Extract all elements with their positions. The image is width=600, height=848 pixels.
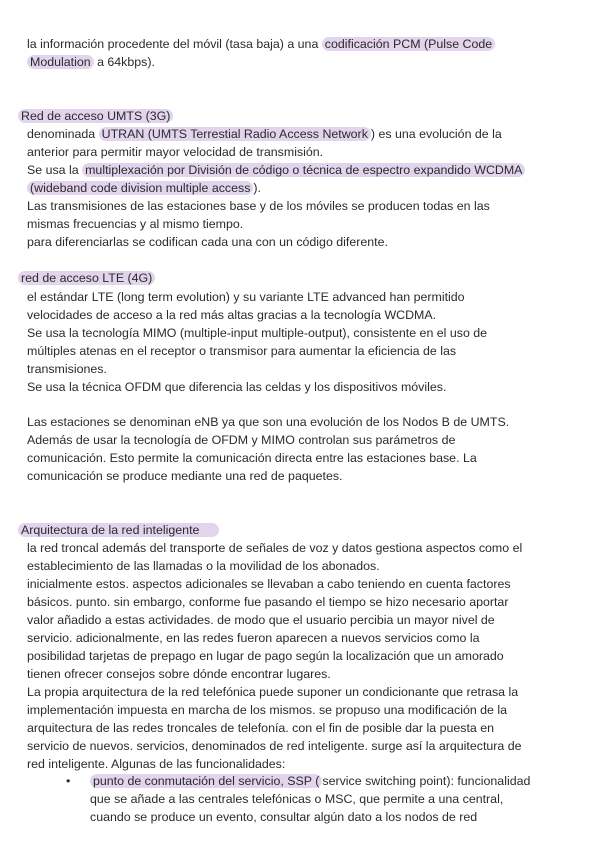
ri-heading-text: Arquitectura de la red inteligente xyxy=(18,523,219,537)
ri-bullet-text xyxy=(90,772,595,826)
lte-body: el estándar LTE (long term evolution) y su variante LTE advanced han permitido velocidades de acceso a la red más altas gracias a la tecnología WCDMA. Se usa la tecnología MIMO (multiple-input multiple-output), consistente en el uso de múltiples atenas en el receptor o transmisor para aumentar la eficiencia de las transmisiones. Se usa la técnica OFDM que diferencia las celdas y los dispositivos móviles. xyxy=(27,290,488,394)
intro-text: la información procedente del móvil (tasa baja) a una xyxy=(27,37,322,51)
umts-body xyxy=(27,125,587,251)
highlight-ssp: punto de conmutación del servicio, SSP ( xyxy=(90,774,322,788)
highlight-pcm: codificación PCM (Pulse Code Modulation xyxy=(27,37,495,69)
ri-bullet-rest: service switching point): funcionalidad que se añade a las centrales telefónicas o MSC, que permite a una central, cuando se produce un evento, consultar algún dato a los nodos de red xyxy=(90,774,531,824)
bullet-icon: • xyxy=(66,774,71,788)
umts-heading xyxy=(18,107,578,125)
lte-heading-text: red de acceso LTE (4G) xyxy=(18,271,155,285)
umts-text-4: ). Las transmisiones de las estaciones base y de los móviles se producen todas en las mismas frecuencias y al mismo tiempo. para diferenciarlas se codifican cada una con un código diferente. xyxy=(27,181,490,249)
highlight-wcdma: multiplexación por División de código o técnica de espectro expandido WCDMA (wideband code division multiple access xyxy=(27,163,525,195)
ri-heading xyxy=(18,521,578,539)
lte-heading xyxy=(18,269,578,287)
umts-text-1: denominada xyxy=(27,127,99,141)
lte-body-2: Las estaciones se denominan eNB ya que son una evolución de los Nodos B de UMTS. Además de usar la tecnología de OFDM y MIMO controlan sus parámetros de comunicación. Esto permite la comunicación directa entre las estaciones base. La comunicación se produce mediante una red de paquetes. xyxy=(27,415,510,483)
ri-body: la red troncal además del transporte de señales de voz y datos gestiona aspectos como el establecimiento de las llamadas o la movilidad de los abonados. inicialmente estos. aspectos adicionales se llevaban a cabo teniendo en cuenta factores básicos. punto. sin embargo, conforme fue pasando el tiempo se hizo necesario aportar valor añadido a estas actividades. de modo que el usuario percibia un mayor nivel de servicio. adicionalmente, en las redes fueron aparecen a nuevos servicios como la posibilidad tarjetas de prepago en lugar de pago según la localización que un amorado tienen ofrecer consejos sobre dónde encontrar lugares. La propia arquitectura de la red telefónica puede suponer un condicionante que retrasa la implementación impuesta en marcha de los mismos. se propuso una modificación de la arquitectura de las redes troncales de telefonía. con el fin de posible dar la puesta en servicio de nuevos. servicios, denominados de red inteligente. surge así la arquitectura de red inteligente. Algunas de las funcionalidades: xyxy=(27,541,523,771)
umts-text-2: ) es una evolución de la anterior para permitir mayor velocidad de transmisión. xyxy=(27,127,502,159)
umts-text-3: Se usa la xyxy=(27,163,79,177)
intro-suffix: a 64kbps). xyxy=(93,55,155,69)
umts-heading-text: Red de acceso UMTS (3G) xyxy=(18,109,173,123)
highlight-utran: UTRAN (UMTS Terrestial Radio Access Network xyxy=(99,127,371,141)
intro-paragraph xyxy=(27,35,587,71)
